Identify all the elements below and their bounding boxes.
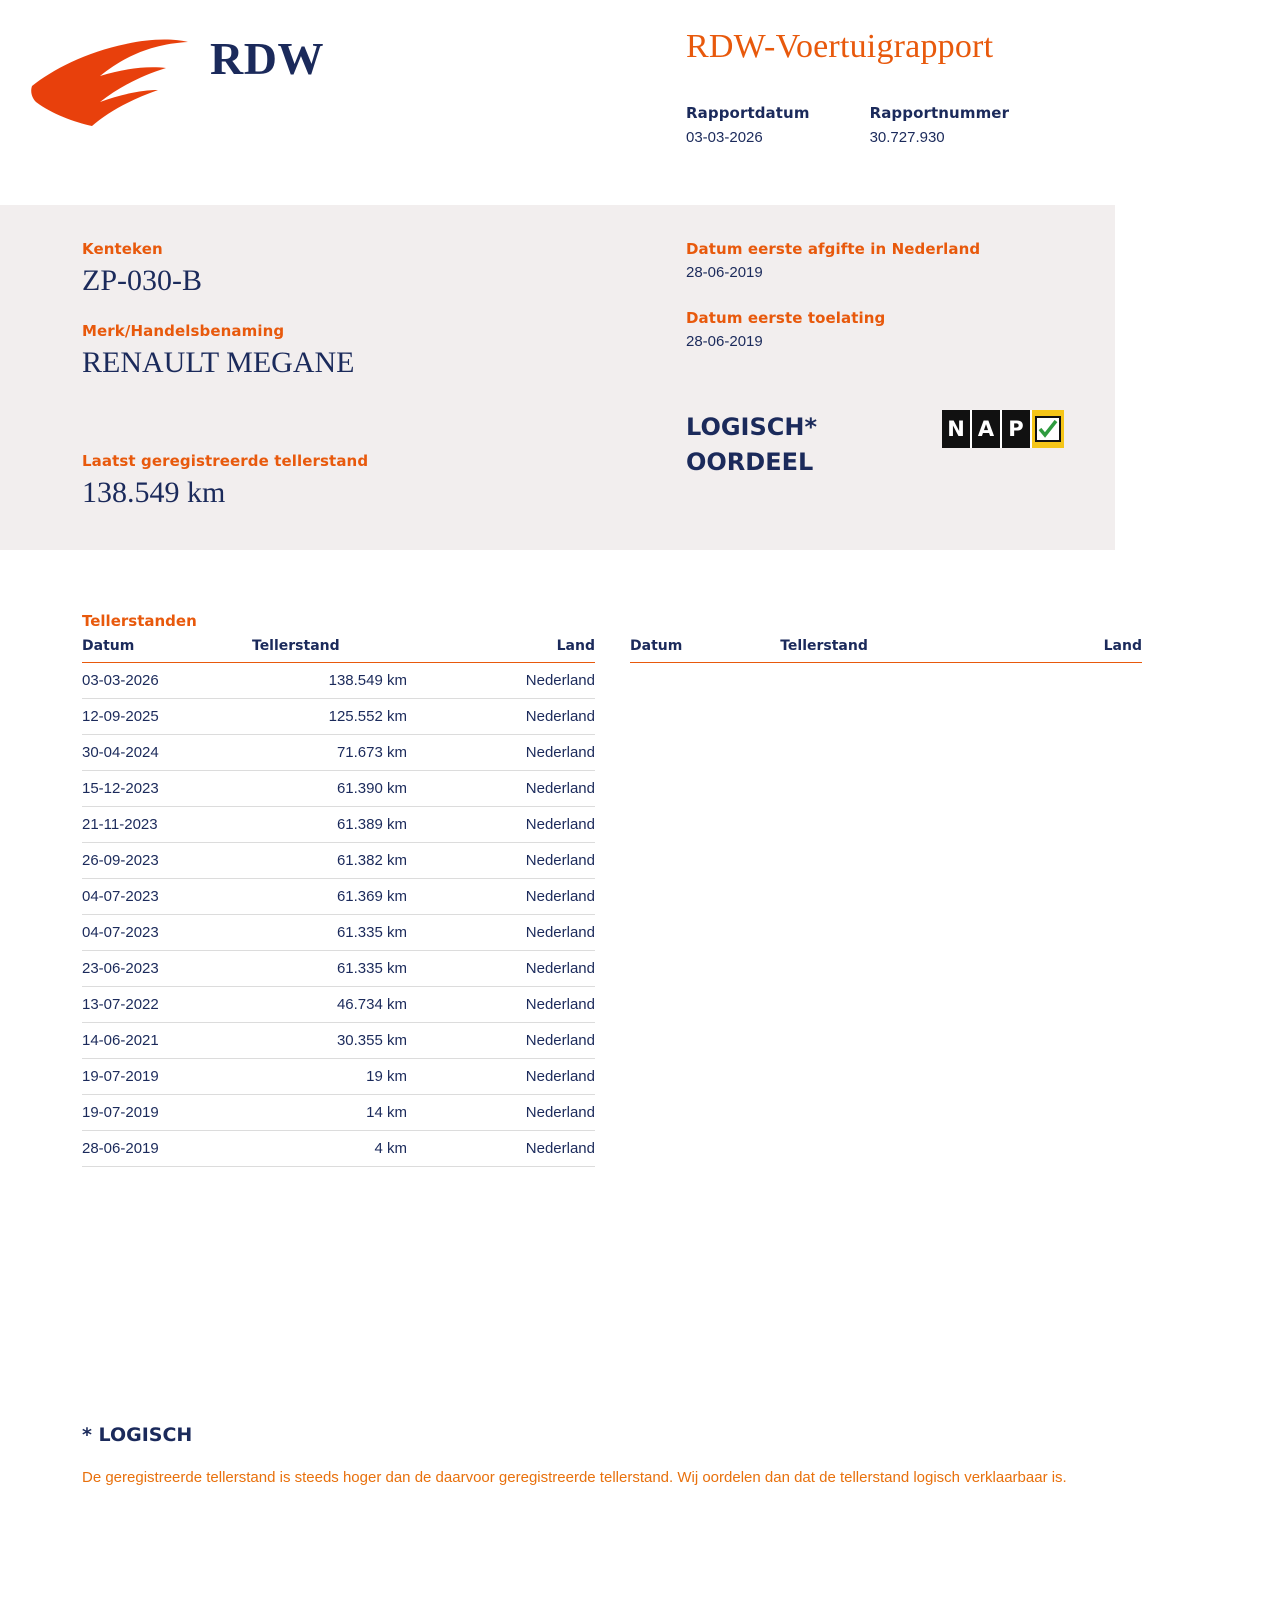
nap-logo: [942, 410, 1064, 448]
cell-odometer: 61.369 km: [252, 879, 432, 915]
table-row: [82, 1023, 595, 1059]
readings-title: Tellerstanden: [82, 612, 197, 630]
merk-value: RENAULT MEGANE: [82, 346, 355, 379]
footnote-section: [82, 1424, 1082, 1492]
table-row: [82, 699, 595, 735]
table-row: [82, 843, 595, 879]
cell-odometer: 30.355 km: [252, 1023, 432, 1059]
rdw-feather-icon: [30, 36, 190, 136]
vehicle-identity-block: [82, 240, 622, 534]
cell-country: Nederland: [432, 915, 595, 951]
vehicle-summary-panel: [0, 205, 1115, 550]
report-number-value: 30.727.930: [869, 129, 945, 146]
report-date-label: Rapportdatum: [686, 104, 810, 122]
report-number-block: [870, 104, 1010, 146]
table-row: [82, 663, 595, 699]
cell-country: Nederland: [432, 807, 595, 843]
column-header-date: Datum: [82, 638, 252, 663]
odometer-value: 138.549 km: [82, 476, 226, 509]
cell-odometer: 46.734 km: [252, 987, 432, 1023]
cell-date: 04-07-2023: [82, 915, 252, 951]
first-admission-label: Datum eerste toelating: [686, 309, 886, 327]
nap-letter-a: A: [972, 410, 1000, 448]
cell-country: Nederland: [432, 771, 595, 807]
column-header-odometer: Tellerstand: [252, 638, 432, 663]
nap-letter-p: P: [1002, 410, 1030, 448]
table-row: [82, 879, 595, 915]
cell-country: Nederland: [432, 735, 595, 771]
cell-odometer: 19 km: [252, 1059, 432, 1095]
column-header-country: Land: [1032, 638, 1142, 663]
cell-country: Nederland: [432, 843, 595, 879]
cell-odometer: 4 km: [252, 1131, 432, 1167]
cell-date: 14-06-2021: [82, 1023, 252, 1059]
cell-country: Nederland: [432, 699, 595, 735]
cell-date: 23-06-2023: [82, 951, 252, 987]
cell-date: 26-09-2023: [82, 843, 252, 879]
vehicle-dates-block: [686, 240, 1086, 378]
cell-odometer: 71.673 km: [252, 735, 432, 771]
page-title: RDW-Voertuigrapport: [686, 28, 994, 65]
judgement-line-2: OORDEEL: [686, 447, 814, 476]
table-row: [82, 1131, 595, 1167]
cell-country: Nederland: [432, 987, 595, 1023]
cell-country: Nederland: [432, 1059, 595, 1095]
cell-odometer: 61.335 km: [252, 951, 432, 987]
cell-odometer: 61.382 km: [252, 843, 432, 879]
column-header-country: Land: [432, 638, 595, 663]
report-header: [0, 0, 1280, 205]
column-header-date: Datum: [630, 638, 780, 663]
cell-country: Nederland: [432, 951, 595, 987]
kenteken-label: Kenteken: [82, 240, 163, 258]
first-admission-value: 28-06-2019: [686, 333, 763, 350]
readings-body-left: [82, 663, 595, 1167]
cell-country: Nederland: [432, 1023, 595, 1059]
table-row: [82, 771, 595, 807]
table-header-row: [82, 638, 595, 663]
cell-country: Nederland: [432, 879, 595, 915]
cell-odometer: 61.335 km: [252, 915, 432, 951]
cell-date: 15-12-2023: [82, 771, 252, 807]
table-row: [82, 1095, 595, 1131]
column-header-odometer: Tellerstand: [780, 638, 1032, 663]
cell-odometer: 125.552 km: [252, 699, 432, 735]
report-date-value: 03-03-2026: [686, 129, 763, 146]
table-row: [82, 951, 595, 987]
cell-odometer: 61.390 km: [252, 771, 432, 807]
table-row: [82, 1059, 595, 1095]
footnote-text: De geregistreerde tellerstand is steeds hoger dan de daarvoor geregistreerde tellerstand. Wij oordelen dan dat de tellerstand logisch verklaarbaar is.: [82, 1469, 1067, 1486]
cell-country: Nederland: [432, 663, 595, 699]
nap-letter-n: N: [942, 410, 970, 448]
table-row: [82, 915, 595, 951]
cell-date: 19-07-2019: [82, 1095, 252, 1131]
cell-date: 28-06-2019: [82, 1131, 252, 1167]
cell-odometer: 14 km: [252, 1095, 432, 1131]
nap-check-icon: [1032, 410, 1064, 448]
table-row: [82, 735, 595, 771]
cell-odometer: 138.549 km: [252, 663, 432, 699]
readings-table-right: [630, 638, 1142, 663]
table-row: [82, 807, 595, 843]
cell-date: 03-03-2026: [82, 663, 252, 699]
cell-date: 13-07-2022: [82, 987, 252, 1023]
footnote-title: * LOGISCH: [82, 1424, 193, 1446]
cell-date: 12-09-2025: [82, 699, 252, 735]
rdw-logo: [30, 22, 350, 132]
cell-date: 04-07-2023: [82, 879, 252, 915]
report-meta: [686, 104, 1069, 146]
judgement-line-1: LOGISCH*: [686, 413, 818, 441]
rdw-logo-text: RDW: [210, 33, 324, 84]
cell-date: 21-11-2023: [82, 807, 252, 843]
table-header-row: [630, 638, 1142, 663]
cell-country: Nederland: [432, 1095, 595, 1131]
first-issue-label: Datum eerste afgifte in Nederland: [686, 240, 981, 258]
merk-label: Merk/Handelsbenaming: [82, 322, 285, 340]
cell-odometer: 61.389 km: [252, 807, 432, 843]
judgement-block: [686, 410, 817, 480]
cell-country: Nederland: [432, 1131, 595, 1167]
odometer-label: Laatst geregistreerde tellerstand: [82, 452, 369, 470]
cell-date: 30-04-2024: [82, 735, 252, 771]
report-number-label: Rapportnummer: [869, 104, 1010, 122]
table-row: [82, 987, 595, 1023]
first-issue-value: 28-06-2019: [686, 264, 763, 281]
cell-date: 19-07-2019: [82, 1059, 252, 1095]
readings-table-left: [82, 638, 595, 1167]
report-date-block: [686, 104, 810, 146]
kenteken-value: ZP-030-B: [82, 264, 202, 297]
